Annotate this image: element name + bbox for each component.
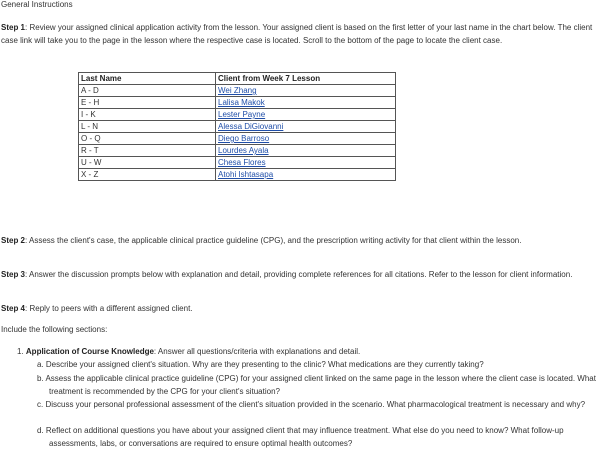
client-link-diego-barroso[interactable]: Diego Barroso: [218, 134, 270, 143]
table-row: [79, 85, 396, 97]
client-cell: [216, 97, 396, 109]
client-link-atohi-ishtasapa[interactable]: Atohi Ishtasapa: [218, 170, 274, 179]
step-1-paragraph: [1, 21, 597, 47]
table-header-row: [79, 73, 396, 85]
step-3-text: : Answer the discussion prompts below with explanation and detail, providing complete references for all citations. Refer to the lesson for client information.: [25, 270, 573, 279]
step-4-text: : Reply to peers with a different assigned client.: [25, 304, 193, 313]
include-sections-text: Include the following sections:: [1, 325, 108, 334]
last-name-range: L - N: [79, 121, 216, 133]
column-header-last-name: Last Name: [79, 73, 216, 85]
step-3-paragraph: [1, 268, 597, 281]
last-name-range: O - Q: [79, 133, 216, 145]
step-3-label: Step 3: [1, 270, 26, 279]
table-row: [79, 157, 396, 169]
client-assignment-table: [78, 72, 396, 181]
client-link-lester-payne[interactable]: Lester Payne: [218, 110, 266, 119]
client-link-alessa-digiovanni[interactable]: Alessa DiGiovanni: [218, 122, 284, 131]
last-name-range: R - T: [79, 145, 216, 157]
section-1-description: : Answer all questions/criteria with explanations and detail.: [153, 347, 361, 356]
list-item: c. Discuss your personal professional assessment of the client's situation provided in the scenario. What pharmacological treatment is necessary and why?: [37, 400, 586, 409]
client-cell: [216, 157, 396, 169]
last-name-range: I - K: [79, 109, 216, 121]
client-cell: [216, 145, 396, 157]
section-1-title: Application of Course Knowledge: [25, 347, 154, 356]
last-name-range: A - D: [79, 85, 216, 97]
step-1-label: Step 1: [1, 23, 26, 32]
table-row: [79, 97, 396, 109]
table-row: [79, 145, 396, 157]
client-cell: [216, 85, 396, 97]
client-cell: [216, 121, 396, 133]
client-link-lourdes-ayala[interactable]: Lourdes Ayala: [218, 146, 269, 155]
section-1-heading: [17, 345, 360, 358]
step-2-text: : Assess the client's case, the applicable clinical practice guideline (CPG), and the prescription writing activity for that client within the lesson.: [25, 236, 522, 245]
client-cell: [216, 109, 396, 121]
column-header-client: Client from Week 7 Lesson: [216, 73, 396, 85]
table-row: [79, 121, 396, 133]
table-row: [79, 109, 396, 121]
step-1-text: : Review your assigned clinical application activity from the lesson. Your assigned client is based on the first letter of your last name in the chart below. The client case link will take you to the page in the lesson where the respective case is located. Scroll to the bottom of the page to locate the client case.: [1, 23, 593, 45]
last-name-range: U - W: [79, 157, 216, 169]
table-row: [79, 133, 396, 145]
client-link-lalisa-makok[interactable]: Lalisa Makok: [218, 98, 265, 107]
step-2-paragraph: [1, 234, 597, 247]
list-item: b. Assess the applicable clinical practice guideline (CPG) for your assigned client linked on the same page in the lesson where the client case is located. What treatment is recommended by the CPG for your client's situation?: [37, 374, 596, 396]
step-4-label: Step 4: [1, 304, 26, 313]
client-cell: [216, 133, 396, 145]
step-4-paragraph: [1, 302, 597, 315]
last-name-range: X - Z: [79, 169, 216, 181]
step-2-label: Step 2: [1, 236, 26, 245]
client-link-wei-zhang[interactable]: Wei Zhang: [218, 86, 257, 95]
last-name-range: E - H: [79, 97, 216, 109]
client-cell: [216, 169, 396, 181]
client-link-chesa-flores[interactable]: Chesa Flores: [218, 158, 266, 167]
page-title: General Instructions: [1, 0, 73, 9]
table-row: [79, 169, 396, 181]
list-item: a. Describe your assigned client's situation. Why are they presenting to the clinic? What medications are they currently taking?: [37, 360, 484, 369]
list-item: d. Reflect on additional questions you have about your assigned client that may influence treatment. What else do you need to know? What follow-up assessments, labs, or conversations are required to ensure optimal health outcomes?: [37, 426, 564, 448]
section-1-number: 1.: [17, 347, 24, 356]
